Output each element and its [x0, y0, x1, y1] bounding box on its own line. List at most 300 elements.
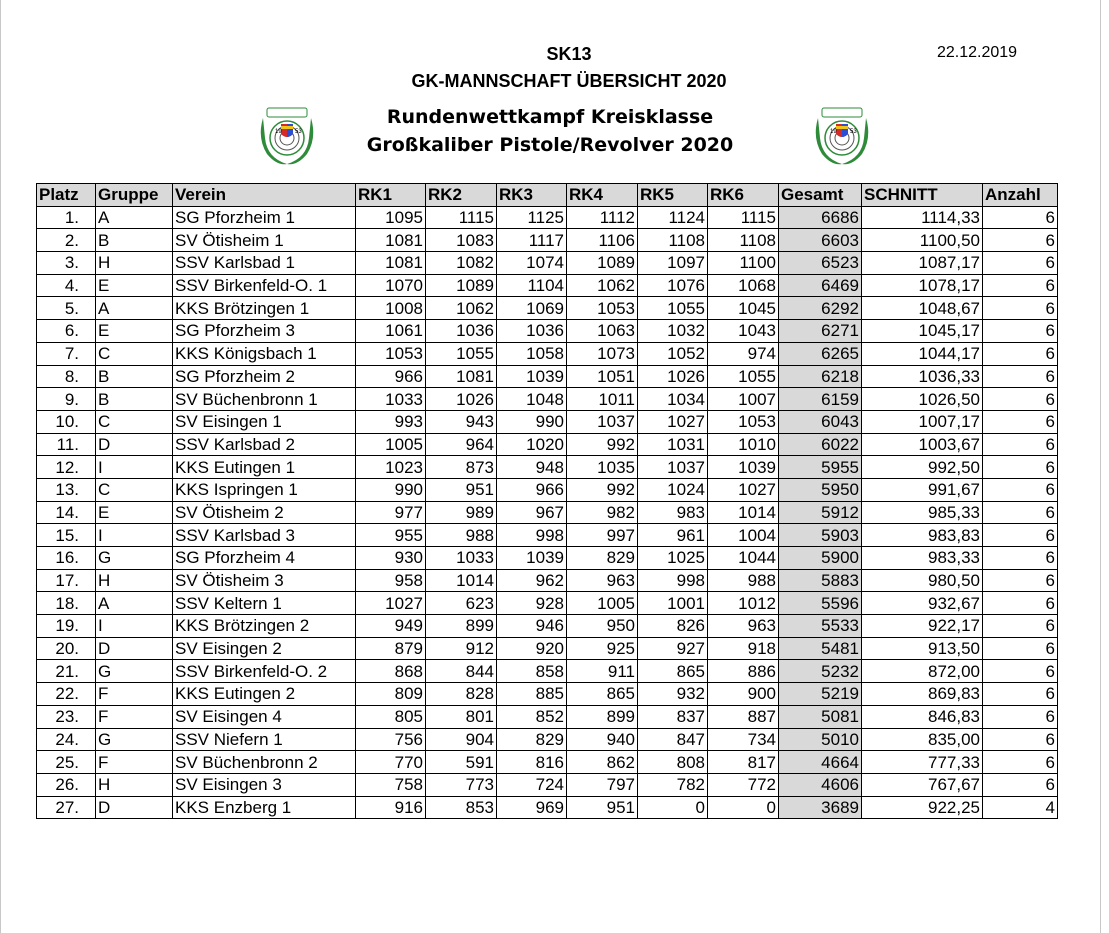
cell-rk5: 1108: [638, 229, 708, 252]
cell-rk2: 828: [426, 683, 497, 706]
cell-rk2: 1036: [426, 320, 497, 343]
cell-verein: KKS Königsbach 1: [173, 342, 356, 365]
cell-rk1: 958: [356, 569, 426, 592]
cell-rk6: 1007: [708, 388, 779, 411]
cell-anzahl: 6: [983, 342, 1058, 365]
cell-anzahl: 6: [983, 229, 1058, 252]
cell-gesamt: 5955: [779, 456, 862, 479]
cell-gruppe: H: [96, 773, 173, 796]
table-row: [37, 728, 1058, 751]
cell-rk4: 911: [567, 660, 638, 683]
cell-rk5: 1052: [638, 342, 708, 365]
cell-rk4: 797: [567, 773, 638, 796]
cell-rk1: 756: [356, 728, 426, 751]
cell-rk6: 900: [708, 683, 779, 706]
cell-rk1: 1033: [356, 388, 426, 411]
cell-gruppe: A: [96, 206, 173, 229]
sheet-code: SK13: [546, 44, 592, 64]
cell-rk1: 805: [356, 705, 426, 728]
col-gesamt: Gesamt: [779, 184, 862, 207]
cell-gruppe: I: [96, 524, 173, 547]
cell-schnitt: 1087,17: [862, 252, 983, 275]
cell-verein: SSV Karlsbad 2: [173, 433, 356, 456]
cell-rk4: 1106: [567, 229, 638, 252]
cell-gruppe: B: [96, 365, 173, 388]
cell-schnitt: 991,67: [862, 478, 983, 501]
table-row: [37, 773, 1058, 796]
cell-verein: KKS Eutingen 1: [173, 456, 356, 479]
cell-rk5: 1031: [638, 433, 708, 456]
cell-rk6: 1115: [708, 206, 779, 229]
cell-anzahl: 6: [983, 751, 1058, 774]
col-anzahl: Anzahl: [983, 184, 1058, 207]
cell-schnitt: 922,25: [862, 796, 983, 819]
cell-rk6: 0: [708, 796, 779, 819]
cell-gesamt: 6159: [779, 388, 862, 411]
cell-rk1: 966: [356, 365, 426, 388]
cell-platz: 27.: [37, 796, 96, 819]
cell-rk4: 1073: [567, 342, 638, 365]
table-row: [37, 615, 1058, 638]
cell-rk4: 982: [567, 501, 638, 524]
table-row: [37, 342, 1058, 365]
cell-schnitt: 985,33: [862, 501, 983, 524]
cell-rk3: 858: [497, 660, 567, 683]
cell-anzahl: 6: [983, 569, 1058, 592]
cell-rk4: 899: [567, 705, 638, 728]
cell-rk1: 1061: [356, 320, 426, 343]
cell-gesamt: 5533: [779, 615, 862, 638]
cell-platz: 22.: [37, 683, 96, 706]
cell-anzahl: 6: [983, 456, 1058, 479]
cell-rk5: 961: [638, 524, 708, 547]
cell-rk4: 950: [567, 615, 638, 638]
cell-rk1: 879: [356, 637, 426, 660]
cell-rk5: 1034: [638, 388, 708, 411]
cell-schnitt: 1036,33: [862, 365, 983, 388]
cell-rk6: 1010: [708, 433, 779, 456]
cell-verein: SV Eisingen 2: [173, 637, 356, 660]
cell-anzahl: 6: [983, 524, 1058, 547]
cell-rk3: 1048: [497, 388, 567, 411]
cell-rk6: 918: [708, 637, 779, 660]
cell-verein: SV Büchenbronn 2: [173, 751, 356, 774]
cell-rk2: 853: [426, 796, 497, 819]
cell-rk2: 1014: [426, 569, 497, 592]
cell-platz: 11.: [37, 433, 96, 456]
table-row: [37, 410, 1058, 433]
page-edge-right: [1100, 0, 1101, 933]
col-schnitt: SCHNITT: [862, 184, 983, 207]
cell-rk3: 990: [497, 410, 567, 433]
cell-gesamt: 4606: [779, 773, 862, 796]
cell-rk1: 993: [356, 410, 426, 433]
cell-gruppe: H: [96, 569, 173, 592]
table-row: [37, 592, 1058, 615]
cell-rk6: 1108: [708, 229, 779, 252]
cell-platz: 14.: [37, 501, 96, 524]
cell-gruppe: B: [96, 388, 173, 411]
table-row: [37, 660, 1058, 683]
cell-rk6: 1004: [708, 524, 779, 547]
cell-anzahl: 6: [983, 297, 1058, 320]
cell-verein: SSV Birkenfeld-O. 1: [173, 274, 356, 297]
cell-gruppe: A: [96, 592, 173, 615]
cell-rk5: 1055: [638, 297, 708, 320]
cell-verein: KKS Eutingen 2: [173, 683, 356, 706]
cell-rk6: 772: [708, 773, 779, 796]
cell-rk2: 899: [426, 615, 497, 638]
cell-rk3: 946: [497, 615, 567, 638]
col-rk3: RK3: [497, 184, 567, 207]
cell-rk5: 1037: [638, 456, 708, 479]
cell-verein: SSV Birkenfeld-O. 2: [173, 660, 356, 683]
cell-rk2: 1062: [426, 297, 497, 320]
cell-gesamt: 6523: [779, 252, 862, 275]
cell-gruppe: A: [96, 297, 173, 320]
cell-platz: 5.: [37, 297, 96, 320]
cell-rk3: 928: [497, 592, 567, 615]
cell-platz: 1.: [37, 206, 96, 229]
cell-rk4: 1051: [567, 365, 638, 388]
cell-rk5: 782: [638, 773, 708, 796]
cell-rk3: 852: [497, 705, 567, 728]
table-row: [37, 569, 1058, 592]
cell-rk6: 988: [708, 569, 779, 592]
cell-gesamt: 6603: [779, 229, 862, 252]
cell-rk3: 967: [497, 501, 567, 524]
cell-anzahl: 6: [983, 615, 1058, 638]
svg-text:53: 53: [850, 129, 857, 135]
table-row: [37, 388, 1058, 411]
cell-rk1: 1008: [356, 297, 426, 320]
cell-gesamt: 5481: [779, 637, 862, 660]
cell-rk5: 983: [638, 501, 708, 524]
cell-rk5: 998: [638, 569, 708, 592]
cell-rk1: 977: [356, 501, 426, 524]
cell-rk5: 847: [638, 728, 708, 751]
cell-rk6: 1012: [708, 592, 779, 615]
cell-rk1: 916: [356, 796, 426, 819]
cell-platz: 19.: [37, 615, 96, 638]
table-row: [37, 252, 1058, 275]
cell-gruppe: F: [96, 705, 173, 728]
sheet-title: GK-MANNSCHAFT ÜBERSICHT 2020: [411, 71, 727, 91]
cell-gesamt: 5912: [779, 501, 862, 524]
cell-anzahl: 6: [983, 274, 1058, 297]
cell-rk1: 955: [356, 524, 426, 547]
print-date: 22.12.2019: [937, 44, 1018, 61]
cell-rk1: 930: [356, 547, 426, 570]
cell-platz: 25.: [37, 751, 96, 774]
cell-anzahl: 6: [983, 501, 1058, 524]
cell-anzahl: 6: [983, 320, 1058, 343]
col-rk6: RK6: [708, 184, 779, 207]
table-row: [37, 365, 1058, 388]
cell-rk4: 1037: [567, 410, 638, 433]
cell-rk2: 773: [426, 773, 497, 796]
cell-gruppe: G: [96, 547, 173, 570]
cell-rk1: 809: [356, 683, 426, 706]
cell-platz: 9.: [37, 388, 96, 411]
cell-platz: 15.: [37, 524, 96, 547]
cell-rk4: 951: [567, 796, 638, 819]
cell-rk2: 873: [426, 456, 497, 479]
cell-verein: SV Ötisheim 3: [173, 569, 356, 592]
cell-rk6: 1039: [708, 456, 779, 479]
cell-anzahl: 6: [983, 252, 1058, 275]
cell-rk6: 963: [708, 615, 779, 638]
table-row: [37, 478, 1058, 501]
cell-gruppe: E: [96, 320, 173, 343]
cell-platz: 24.: [37, 728, 96, 751]
cell-rk5: 932: [638, 683, 708, 706]
cell-gruppe: E: [96, 274, 173, 297]
discipline-title: Großkaliber Pistole/Revolver 2020: [366, 134, 734, 156]
cell-rk1: 1027: [356, 592, 426, 615]
cell-rk2: 943: [426, 410, 497, 433]
cell-rk4: 862: [567, 751, 638, 774]
table-row: [37, 274, 1058, 297]
header-row: [37, 184, 1058, 207]
cell-platz: 3.: [37, 252, 96, 275]
cell-schnitt: 983,83: [862, 524, 983, 547]
club-emblem-icon: [810, 104, 874, 168]
col-platz: Platz: [37, 184, 96, 207]
cell-rk2: 1055: [426, 342, 497, 365]
cell-platz: 7.: [37, 342, 96, 365]
cell-gesamt: 5900: [779, 547, 862, 570]
cell-rk6: 1068: [708, 274, 779, 297]
cell-rk4: 1053: [567, 297, 638, 320]
cell-verein: SG Pforzheim 1: [173, 206, 356, 229]
cell-platz: 16.: [37, 547, 96, 570]
cell-schnitt: 980,50: [862, 569, 983, 592]
cell-rk2: 988: [426, 524, 497, 547]
cell-rk5: 1026: [638, 365, 708, 388]
cell-anzahl: 6: [983, 410, 1058, 433]
cell-platz: 26.: [37, 773, 96, 796]
cell-rk2: 1089: [426, 274, 497, 297]
cell-rk4: 997: [567, 524, 638, 547]
cell-rk3: 816: [497, 751, 567, 774]
svg-text:53: 53: [295, 129, 302, 135]
cell-rk6: 886: [708, 660, 779, 683]
table-row: [37, 705, 1058, 728]
cell-rk4: 1063: [567, 320, 638, 343]
cell-anzahl: 6: [983, 592, 1058, 615]
cell-anzahl: 6: [983, 478, 1058, 501]
cell-platz: 4.: [37, 274, 96, 297]
cell-gesamt: 6022: [779, 433, 862, 456]
cell-gruppe: D: [96, 637, 173, 660]
cell-rk4: 963: [567, 569, 638, 592]
svg-text:19: 19: [830, 129, 837, 135]
table-row: [37, 320, 1058, 343]
cell-schnitt: 992,50: [862, 456, 983, 479]
cell-gruppe: C: [96, 342, 173, 365]
cell-rk3: 998: [497, 524, 567, 547]
cell-verein: SG Pforzheim 4: [173, 547, 356, 570]
cell-verein: SV Eisingen 4: [173, 705, 356, 728]
cell-rk2: 1026: [426, 388, 497, 411]
cell-anzahl: 6: [983, 637, 1058, 660]
cell-gruppe: I: [96, 456, 173, 479]
cell-anzahl: 4: [983, 796, 1058, 819]
cell-rk6: 1014: [708, 501, 779, 524]
cell-schnitt: 922,17: [862, 615, 983, 638]
cell-gruppe: D: [96, 433, 173, 456]
cell-rk6: 734: [708, 728, 779, 751]
cell-verein: KKS Brötzingen 1: [173, 297, 356, 320]
cell-verein: SV Eisingen 1: [173, 410, 356, 433]
cell-rk3: 1039: [497, 365, 567, 388]
svg-text:19: 19: [275, 129, 282, 135]
cell-rk6: 1053: [708, 410, 779, 433]
cell-schnitt: 1044,17: [862, 342, 983, 365]
col-rk5: RK5: [638, 184, 708, 207]
cell-schnitt: 869,83: [862, 683, 983, 706]
cell-gruppe: E: [96, 501, 173, 524]
cell-rk5: 1032: [638, 320, 708, 343]
table-row: [37, 206, 1058, 229]
table-row: [37, 796, 1058, 819]
cell-rk4: 992: [567, 433, 638, 456]
cell-rk4: 1112: [567, 206, 638, 229]
cell-gesamt: 5950: [779, 478, 862, 501]
cell-rk1: 1005: [356, 433, 426, 456]
cell-schnitt: 1026,50: [862, 388, 983, 411]
cell-rk6: 1045: [708, 297, 779, 320]
table-row: [37, 501, 1058, 524]
cell-rk2: 623: [426, 592, 497, 615]
cell-rk2: 1033: [426, 547, 497, 570]
cell-rk3: 829: [497, 728, 567, 751]
cell-rk5: 1076: [638, 274, 708, 297]
cell-schnitt: 1048,67: [862, 297, 983, 320]
cell-rk5: 837: [638, 705, 708, 728]
cell-rk5: 826: [638, 615, 708, 638]
cell-gesamt: 5596: [779, 592, 862, 615]
cell-platz: 10.: [37, 410, 96, 433]
cell-platz: 23.: [37, 705, 96, 728]
cell-schnitt: 835,00: [862, 728, 983, 751]
cell-rk2: 904: [426, 728, 497, 751]
cell-schnitt: 983,33: [862, 547, 983, 570]
cell-rk4: 925: [567, 637, 638, 660]
cell-platz: 2.: [37, 229, 96, 252]
cell-rk5: 0: [638, 796, 708, 819]
table-row: [37, 456, 1058, 479]
cell-rk2: 1115: [426, 206, 497, 229]
cell-schnitt: 1003,67: [862, 433, 983, 456]
table-row: [37, 751, 1058, 774]
results-table: [36, 183, 1058, 819]
cell-rk1: 1070: [356, 274, 426, 297]
cell-rk1: 1053: [356, 342, 426, 365]
cell-rk6: 1043: [708, 320, 779, 343]
col-gruppe: Gruppe: [96, 184, 173, 207]
cell-gruppe: G: [96, 728, 173, 751]
cell-rk2: 1081: [426, 365, 497, 388]
cell-gruppe: B: [96, 229, 173, 252]
cell-rk3: 724: [497, 773, 567, 796]
competition-title: Rundenwettkampf Kreisklasse: [386, 106, 714, 128]
cell-rk4: 1005: [567, 592, 638, 615]
cell-gesamt: 5219: [779, 683, 862, 706]
cell-gesamt: 5081: [779, 705, 862, 728]
cell-rk1: 758: [356, 773, 426, 796]
cell-verein: KKS Ispringen 1: [173, 478, 356, 501]
cell-rk3: 1020: [497, 433, 567, 456]
cell-rk4: 1089: [567, 252, 638, 275]
cell-gesamt: 3689: [779, 796, 862, 819]
cell-schnitt: 1078,17: [862, 274, 983, 297]
cell-rk4: 1011: [567, 388, 638, 411]
table-row: [37, 637, 1058, 660]
cell-verein: SG Pforzheim 2: [173, 365, 356, 388]
cell-platz: 13.: [37, 478, 96, 501]
cell-rk6: 817: [708, 751, 779, 774]
cell-rk2: 912: [426, 637, 497, 660]
cell-gesamt: 5883: [779, 569, 862, 592]
cell-rk5: 1025: [638, 547, 708, 570]
table-row: [37, 683, 1058, 706]
cell-gruppe: D: [96, 796, 173, 819]
cell-platz: 6.: [37, 320, 96, 343]
cell-platz: 17.: [37, 569, 96, 592]
cell-rk2: 591: [426, 751, 497, 774]
cell-verein: KKS Brötzingen 2: [173, 615, 356, 638]
cell-gesamt: 5903: [779, 524, 862, 547]
cell-schnitt: 872,00: [862, 660, 983, 683]
cell-rk3: 1039: [497, 547, 567, 570]
cell-schnitt: 913,50: [862, 637, 983, 660]
cell-verein: SV Eisingen 3: [173, 773, 356, 796]
cell-rk1: 990: [356, 478, 426, 501]
cell-schnitt: 1045,17: [862, 320, 983, 343]
cell-verein: SSV Karlsbad 3: [173, 524, 356, 547]
cell-platz: 18.: [37, 592, 96, 615]
cell-verein: SSV Niefern 1: [173, 728, 356, 751]
cell-gruppe: G: [96, 660, 173, 683]
cell-anzahl: 6: [983, 660, 1058, 683]
cell-gruppe: C: [96, 410, 173, 433]
table-row: [37, 524, 1058, 547]
col-rk2: RK2: [426, 184, 497, 207]
cell-rk2: 1082: [426, 252, 497, 275]
cell-rk3: 1104: [497, 274, 567, 297]
cell-verein: SV Büchenbronn 1: [173, 388, 356, 411]
cell-verein: SSV Karlsbad 1: [173, 252, 356, 275]
table-row: [37, 229, 1058, 252]
cell-rk3: 1125: [497, 206, 567, 229]
cell-gruppe: F: [96, 683, 173, 706]
cell-rk5: 808: [638, 751, 708, 774]
cell-rk4: 940: [567, 728, 638, 751]
cell-rk1: 1081: [356, 229, 426, 252]
cell-rk4: 865: [567, 683, 638, 706]
cell-gesamt: 6271: [779, 320, 862, 343]
cell-rk6: 1100: [708, 252, 779, 275]
cell-rk6: 974: [708, 342, 779, 365]
cell-gesamt: 5010: [779, 728, 862, 751]
cell-rk5: 1097: [638, 252, 708, 275]
col-rk4: RK4: [567, 184, 638, 207]
cell-rk4: 1035: [567, 456, 638, 479]
table-row: [37, 547, 1058, 570]
cell-anzahl: 6: [983, 388, 1058, 411]
